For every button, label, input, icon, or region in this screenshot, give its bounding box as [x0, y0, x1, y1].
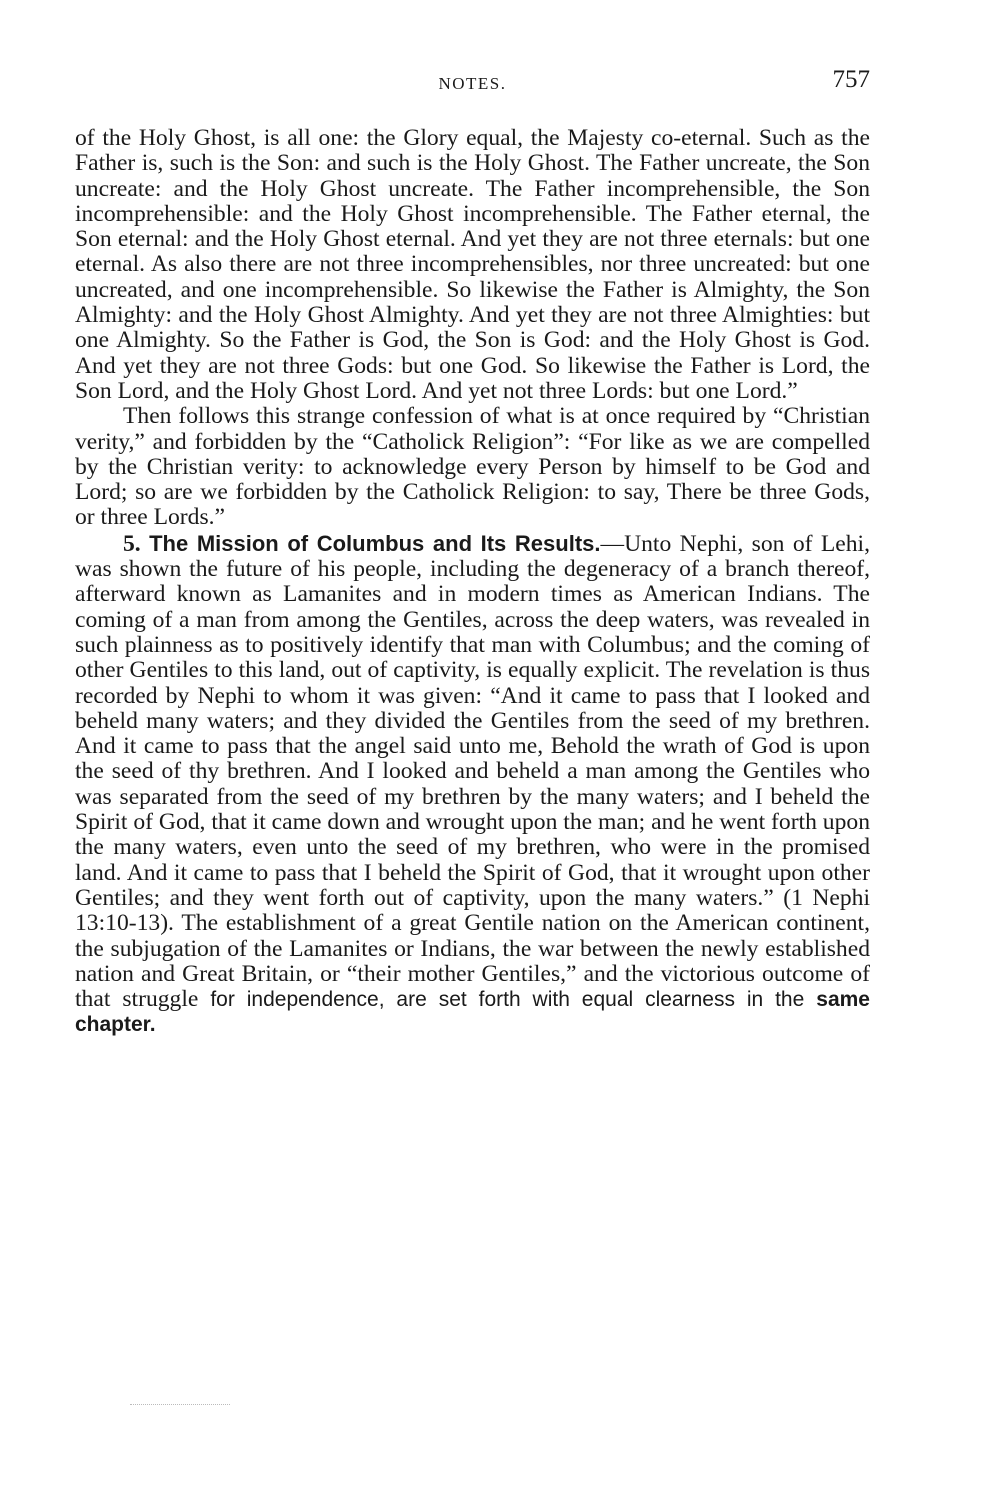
confession-paragraph: Then follows this strange confession of what is at once required by “Christian verity,” and forbidden by the “Catholick Religion”: “For like as we are compelled by the Christian verity: to acknowledge every Person by himself to be God and Lord; so are we forbidden by the Catholick Religion: to say, There be three Gods, or three Lords.”: [75, 403, 870, 531]
section-number: 5.: [123, 530, 141, 557]
section-end-text: for independence, are set forth with equal clearness in the: [210, 988, 805, 1012]
section-heading: The Mission of Columbus and Its Results.: [149, 530, 601, 556]
page-scan-specks: [130, 1404, 230, 1405]
running-head-title: NOTES.: [438, 74, 507, 93]
running-head: [75, 66, 870, 98]
page-body: [75, 126, 870, 1038]
columbus-section-paragraph: [75, 531, 870, 1038]
section-end-bold: same chapter.: [75, 988, 870, 1037]
creed-continuation-paragraph: of the Holy Ghost, is all one: the Glory equal, the Majesty co-eternal. Such as the Father is, such is the Son: and such is the Holy Ghost. The Father uncreate, the Son uncreate: and the Holy Ghost uncreate. The Father incomprehensible, the Son incomprehensible: and the Holy Ghost incomprehensible. The Father eternal, the Son eternal: and the Holy Ghost eternal. And yet they are not three eternals: but one eternal. As also there are not three incomprehensibles, nor three uncreated: but one uncreated, and one incomprehensible. So likewise the Father is Almighty, the Son Almighty: and the Holy Ghost Almighty. And yet they are not three Almighties: but one Almighty. So the Father is God, the Son is God: and the Holy Ghost is God. And yet they are not three Gods: but one God. So likewise the Father is Lord, the Son Lord, and the Holy Ghost Lord. And yet not three Lords: but one Lord.”: [75, 125, 870, 404]
section-text: —Unto Nephi, son of Lehi, was shown the future of his people, including the degeneracy of a branch thereof, afterward known as Lamanites and in modern times as American Indians. The coming of a man from among the Gentiles, across the deep waters, was revealed in such plainness as to positively identify that man with Columbus; and the coming of other Gentiles to this land, out of captivity, is equally explicit. The revelation is thus recorded by Nephi to whom it was given: “And it came to pass that I looked and beheld many waters; and they divided the Gentiles from the seed of my brethren. And it came to pass that the angel said unto me, Behold the wrath of God is upon the seed of thy brethren. And I looked and beheld a man among the Gentiles who was separated from the seed of my brethren by the many waters; and I beheld the Spirit of God, that it came down and wrought upon the man; and he went forth upon the many waters, even unto the seed of my brethren, who were in the promised land. And it came to pass that I beheld the Spirit of God, that it wrought upon other Gentiles; and they went forth out of captivity, upon the many waters.” (1 Nephi 13:10-13). The establishment of a great Gentile nation on the American continent, the subjugation of the Lamanites or Indians, the war between the newly established nation and Great Britain, or “their mother Gentiles,” and the victorious outcome of that struggle: [75, 530, 871, 1013]
page-number: 757: [832, 66, 870, 93]
